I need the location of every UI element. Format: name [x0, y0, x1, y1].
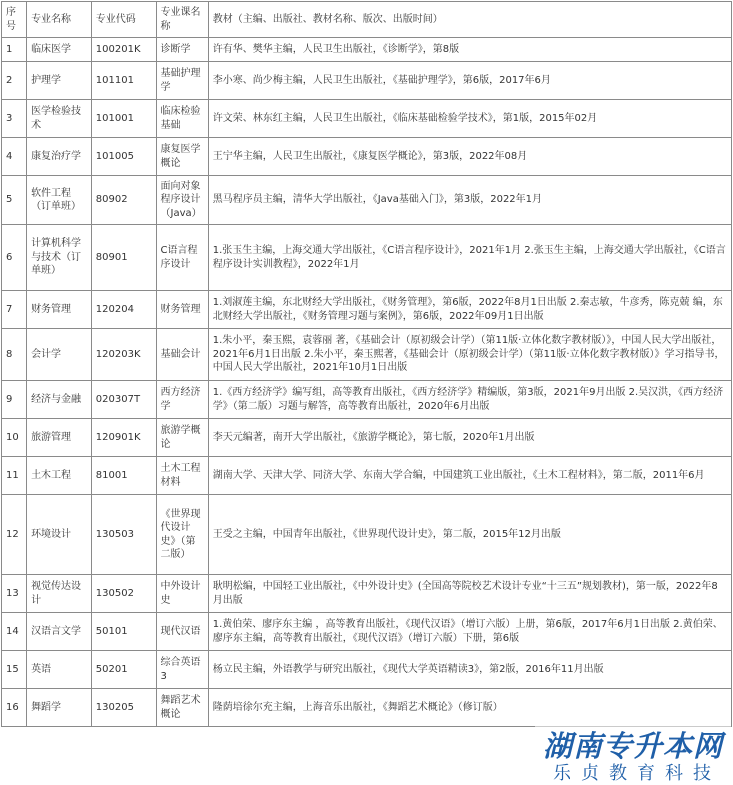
- cell-code: 80901: [91, 225, 156, 291]
- cell-code: 100201K: [91, 38, 156, 62]
- cell-textbook: 李天元编著，南开大学出版社，《旅游学概论》，第七版，2020年1月出版: [208, 419, 731, 457]
- table-row: [2, 38, 732, 62]
- cell-no: 3: [2, 100, 27, 138]
- cell-course: 西方经济学: [156, 381, 208, 419]
- watermark-logo: [535, 723, 731, 785]
- cell-course: C语言程序设计: [156, 225, 208, 291]
- cell-no: 9: [2, 381, 27, 419]
- cell-major: 会计学: [27, 329, 92, 381]
- table-row: [2, 613, 732, 651]
- cell-textbook: 1.朱小平，秦玉熙，袁蓉丽 著，《基础会计（原初级会计学）（第11版·立体化数字教材版）》，中国人民大学出版社，2021年6月1日出版 2.朱小平，秦玉熙著，《基础会计（原初级会计学）（第11版·立体化数字教材版）》学习指导书，中国人民大学出版社，2021年10月1日出版: [208, 329, 731, 381]
- table-row: [2, 291, 732, 329]
- cell-course: 财务管理: [156, 291, 208, 329]
- cell-major: 英语: [27, 651, 92, 689]
- header-no: 序号: [2, 2, 27, 38]
- cell-course: 土木工程材料: [156, 457, 208, 495]
- watermark-title: 湖南专升本网: [542, 729, 723, 763]
- cell-code: 130205: [91, 689, 156, 727]
- cell-textbook: 湖南大学、天津大学、同济大学、东南大学合编，中国建筑工业出版社，《土木工程材料》，第二版，2011年6月: [208, 457, 731, 495]
- cell-no: 2: [2, 62, 27, 100]
- cell-code: 101005: [91, 138, 156, 176]
- cell-no: 15: [2, 651, 27, 689]
- cell-textbook: 许文荣、林东红主编，人民卫生出版社，《临床基础检验学技术》，第1版，2015年02月: [208, 100, 731, 138]
- cell-code: 120901K: [91, 419, 156, 457]
- cell-no: 10: [2, 419, 27, 457]
- header-textbook: 教材（主编、出版社、教材名称、版次、出版时间）: [208, 2, 731, 38]
- cell-no: 12: [2, 495, 27, 575]
- cell-major: 计算机科学与技术（订单班）: [27, 225, 92, 291]
- cell-major: 环境设计: [27, 495, 92, 575]
- cell-major: 医学检验技术: [27, 100, 92, 138]
- cell-course: 现代汉语: [156, 613, 208, 651]
- cell-textbook: 隆荫培徐尔充主编，上海音乐出版社，《舞蹈艺术概论》（修订版）: [208, 689, 731, 727]
- table-row: [2, 381, 732, 419]
- cell-textbook: 1.张玉生主编，上海交通大学出版社，《C语言程序设计》，2021年1月 2.张玉生主编，上海交通大学出版社，《C语言程序设计实训教程》，2022年1月: [208, 225, 731, 291]
- cell-course: 综合英语3: [156, 651, 208, 689]
- cell-major: 临床医学: [27, 38, 92, 62]
- cell-no: 6: [2, 225, 27, 291]
- cell-textbook: 许有华、樊华主编，人民卫生出版社，《诊断学》，第8版: [208, 38, 731, 62]
- cell-course: 基础护理学: [156, 62, 208, 100]
- header-course: 专业课名称: [156, 2, 208, 38]
- table-row: [2, 329, 732, 381]
- cell-course: 面向对象程序设计（Java）: [156, 176, 208, 225]
- cell-no: 5: [2, 176, 27, 225]
- cell-no: 16: [2, 689, 27, 727]
- cell-textbook: 1.《西方经济学》编写组，高等教育出版社，《西方经济学》精编版，第3版，2021年9月出版 2.吴汉洪，《西方经济学》（第二版）习题与解答，高等教育出版社，2020年6月出版: [208, 381, 731, 419]
- cell-code: 130503: [91, 495, 156, 575]
- cell-major: 康复治疗学: [27, 138, 92, 176]
- cell-no: 4: [2, 138, 27, 176]
- cell-code: 020307T: [91, 381, 156, 419]
- cell-textbook: 杨立民主编，外语教学与研究出版社，《现代大学英语精读3》，第2版，2016年11月出版: [208, 651, 731, 689]
- cell-no: 1: [2, 38, 27, 62]
- cell-course: 《世界现代设计史》（第二版）: [156, 495, 208, 575]
- cell-code: 50101: [91, 613, 156, 651]
- table-row: [2, 225, 732, 291]
- cell-code: 120204: [91, 291, 156, 329]
- cell-major: 旅游管理: [27, 419, 92, 457]
- cell-no: 14: [2, 613, 27, 651]
- table-row: [2, 419, 732, 457]
- cell-course: 中外设计史: [156, 575, 208, 613]
- cell-major: 舞蹈学: [27, 689, 92, 727]
- table-row: [2, 138, 732, 176]
- cell-course: 诊断学: [156, 38, 208, 62]
- table-row: [2, 176, 732, 225]
- cell-major: 经济与金融: [27, 381, 92, 419]
- cell-textbook: 1.黄伯荣、廖序东主编 ，高等教育出版社，《现代汉语》（增订六版）上册，第6版，2017年6月1日出版 2.黄伯荣、廖序东主编，高等教育出版社，《现代汉语》（增订六版）下册，第6版: [208, 613, 731, 651]
- cell-course: 康复医学概论: [156, 138, 208, 176]
- cell-no: 13: [2, 575, 27, 613]
- cell-textbook: 1.刘淑莲主编，东北财经大学出版社，《财务管理》，第6版，2022年8月1日出版 2.秦志敏，牛彦秀，陈克兢 编，东北财经大学出版社，《财务管理习题与案例》，第6版，2022年09月1日出版: [208, 291, 731, 329]
- table-row: [2, 495, 732, 575]
- cell-textbook: 王受之主编，中国青年出版社，《世界现代设计史》，第二版，2015年12月出版: [208, 495, 731, 575]
- cell-textbook: 耿明松编，中国轻工业出版社，《中外设计史》(全国高等院校艺术设计专业“十三五”规划教材)，第一版，2022年8月出版: [208, 575, 731, 613]
- table-header-row: [2, 2, 732, 38]
- cell-no: 8: [2, 329, 27, 381]
- table-row: [2, 100, 732, 138]
- cell-no: 7: [2, 291, 27, 329]
- watermark-subtitle: 乐贞教育科技: [553, 763, 721, 784]
- cell-textbook: 李小寒、尚少梅主编，人民卫生出版社，《基础护理学》，第6版，2017年6月: [208, 62, 731, 100]
- header-code: 专业代码: [91, 2, 156, 38]
- header-major: 专业名称: [27, 2, 92, 38]
- textbook-table: [1, 1, 732, 727]
- cell-textbook: 王宁华主编，人民卫生出版社，《康复医学概论》，第3版，2022年08月: [208, 138, 731, 176]
- cell-code: 81001: [91, 457, 156, 495]
- cell-major: 财务管理: [27, 291, 92, 329]
- cell-major: 软件工程（订单班）: [27, 176, 92, 225]
- cell-course: 临床检验基础: [156, 100, 208, 138]
- cell-code: 101001: [91, 100, 156, 138]
- table-row: [2, 457, 732, 495]
- cell-textbook: 黑马程序员主编，清华大学出版社，《Java基础入门》，第3版，2022年1月: [208, 176, 731, 225]
- cell-major: 视觉传达设计: [27, 575, 92, 613]
- cell-course: 旅游学概论: [156, 419, 208, 457]
- cell-course: 舞蹈艺术概论: [156, 689, 208, 727]
- cell-code: 50201: [91, 651, 156, 689]
- table-row: [2, 689, 732, 727]
- cell-code: 130502: [91, 575, 156, 613]
- cell-code: 80902: [91, 176, 156, 225]
- cell-no: 11: [2, 457, 27, 495]
- cell-code: 120203K: [91, 329, 156, 381]
- table-row: [2, 575, 732, 613]
- cell-major: 汉语言文学: [27, 613, 92, 651]
- cell-course: 基础会计: [156, 329, 208, 381]
- cell-code: 101101: [91, 62, 156, 100]
- table-row: [2, 62, 732, 100]
- cell-major: 土木工程: [27, 457, 92, 495]
- cell-major: 护理学: [27, 62, 92, 100]
- table-row: [2, 651, 732, 689]
